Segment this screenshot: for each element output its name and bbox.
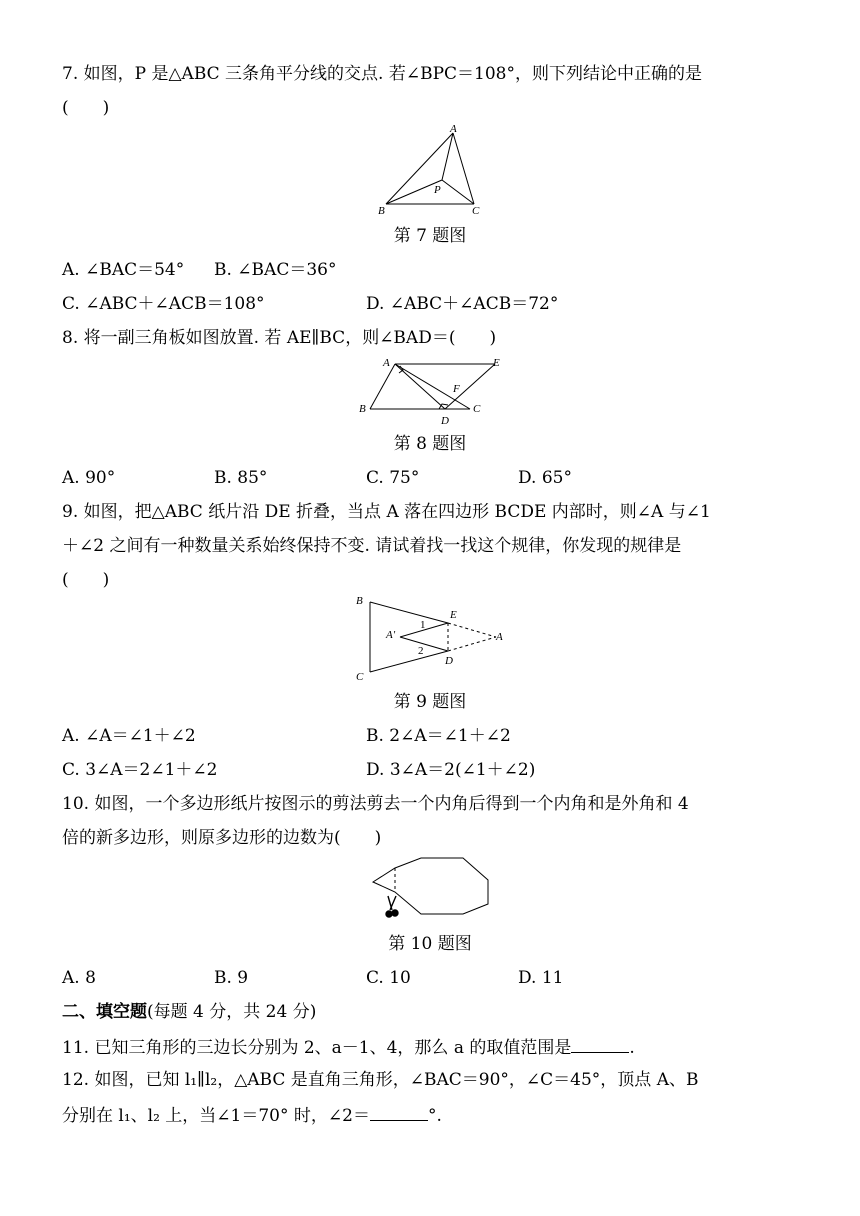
q11-answer-blank <box>571 1034 629 1053</box>
q10-caption: 第 10 题图 <box>388 934 472 954</box>
q9-dashed-ea <box>448 623 496 637</box>
q10-option-d: D. 11 <box>518 968 564 988</box>
q7-side-ab <box>386 133 453 204</box>
q7-stem-line1: 7. 如图，P 是△ABC 三条角平分线的交点. 若∠BPC＝108°，则下列结论中正确的是 <box>62 64 702 84</box>
q11-text: 11. 已知三角形的三边长分别为 2、a－1、4，那么 a 的取值范围是 <box>62 1038 572 1058</box>
q7-label-a: A <box>450 123 457 135</box>
section2-heading <box>62 1000 316 1024</box>
q12-end: °. <box>427 1106 442 1126</box>
q9-option-d: D. 3∠A＝2(∠1＋∠2) <box>366 760 536 780</box>
q9-stem-line3: ( ) <box>62 570 110 590</box>
q8-label-c: C <box>473 403 481 415</box>
section2-title: 二、填空题 <box>62 1002 147 1022</box>
q7-option-c: C. ∠ABC＋∠ACB＝108° <box>62 294 265 314</box>
q10-figure <box>368 852 498 928</box>
q8-option-c: C. 75° <box>366 468 420 488</box>
q10-option-c: C. 10 <box>366 968 411 988</box>
q7-figure <box>370 120 490 220</box>
q7-label-c: C <box>472 205 480 217</box>
q10-option-a: A. 8 <box>62 968 96 988</box>
q8-label-b: B <box>359 403 366 415</box>
q12-stem-line1: 12. 如图，已知 l₁∥l₂，△ABC 是直角三角形，∠BAC＝90°，∠C＝45°，顶点 A、B <box>62 1070 699 1090</box>
q9-figure <box>350 592 520 682</box>
q7-option-d: D. ∠ABC＋∠ACB＝72° <box>366 294 559 314</box>
q9-side-be <box>370 602 448 623</box>
q8-option-a: A. 90° <box>62 468 116 488</box>
q7-stem-line2: ( ) <box>62 98 110 118</box>
q10-option-b: B. 9 <box>214 968 249 988</box>
q9-option-a: A. ∠A＝∠1＋∠2 <box>62 726 196 746</box>
q8-label-d: D <box>441 415 449 427</box>
q9-label-d: D <box>445 655 453 667</box>
q12-text: 分别在 l₁、l₂ 上，当∠1＝70° 时，∠2＝ <box>62 1106 370 1126</box>
q9-label-angle1: 1 <box>420 619 426 631</box>
q8-option-b: B. 85° <box>214 468 268 488</box>
q9-label-a-prime: A′ <box>386 629 396 641</box>
q12-stem-line2 <box>62 1102 442 1128</box>
q12-answer-blank <box>370 1102 428 1121</box>
q8-label-f: F <box>453 383 460 395</box>
q8-stem: 8. 将一副三角板如图放置. 若 AE∥BC，则∠BAD＝( ) <box>62 328 497 348</box>
q8-caption: 第 8 题图 <box>393 434 467 454</box>
q9-label-b: B <box>356 595 363 607</box>
q9-option-c: C. 3∠A＝2∠1＋∠2 <box>62 760 218 780</box>
q9-label-e: E <box>450 609 457 621</box>
q7-side-ac <box>453 133 474 204</box>
q9-side-cd <box>370 651 448 672</box>
q8-label-e: E <box>493 357 500 369</box>
q8-figure <box>355 354 505 429</box>
q9-label-c: C <box>356 671 364 683</box>
q9-label-angle2: 2 <box>418 645 424 657</box>
q7-option-a: A. ∠BAC＝54° <box>62 260 185 280</box>
q11-end: . <box>629 1038 635 1058</box>
q11-stem <box>62 1034 635 1060</box>
q7-bisector-c <box>442 180 474 204</box>
q7-caption: 第 7 题图 <box>393 226 467 246</box>
scissors-icon <box>386 896 398 917</box>
q9-caption: 第 9 题图 <box>393 692 467 712</box>
q7-bisector-a <box>442 133 453 180</box>
q9-stem-line1: 9. 如图，把△ABC 纸片沿 DE 折叠，当点 A 落在四边形 BCDE 内部时，则∠A 与∠1 <box>62 502 711 522</box>
section2-note: (每题 4 分，共 24 分) <box>147 1002 317 1022</box>
q10-stem-line2: 倍的新多边形，则原多边形的边数为( ) <box>62 828 382 848</box>
q9-option-b: B. 2∠A＝∠1＋∠2 <box>366 726 511 746</box>
q9-dashed-da <box>448 637 496 651</box>
q8-option-d: D. 65° <box>518 468 572 488</box>
q8-line-ab <box>370 364 395 409</box>
q7-label-p: P <box>434 184 441 196</box>
q10-stem-line1: 10. 如图，一个多边形纸片按图示的剪法剪去一个内角后得到一个内角和是外角和 4 <box>62 794 689 814</box>
q9-stem-line2: ＋∠2 之间有一种数量关系始终保持不变. 请试着找一找这个规律，你发现的规律是 <box>62 536 682 556</box>
q9-label-a: A <box>496 631 503 643</box>
q7-label-b: B <box>378 205 385 217</box>
q9-fold-da <box>400 637 448 651</box>
q7-option-b: B. ∠BAC＝36° <box>214 260 337 280</box>
q8-label-a: A <box>383 357 390 369</box>
